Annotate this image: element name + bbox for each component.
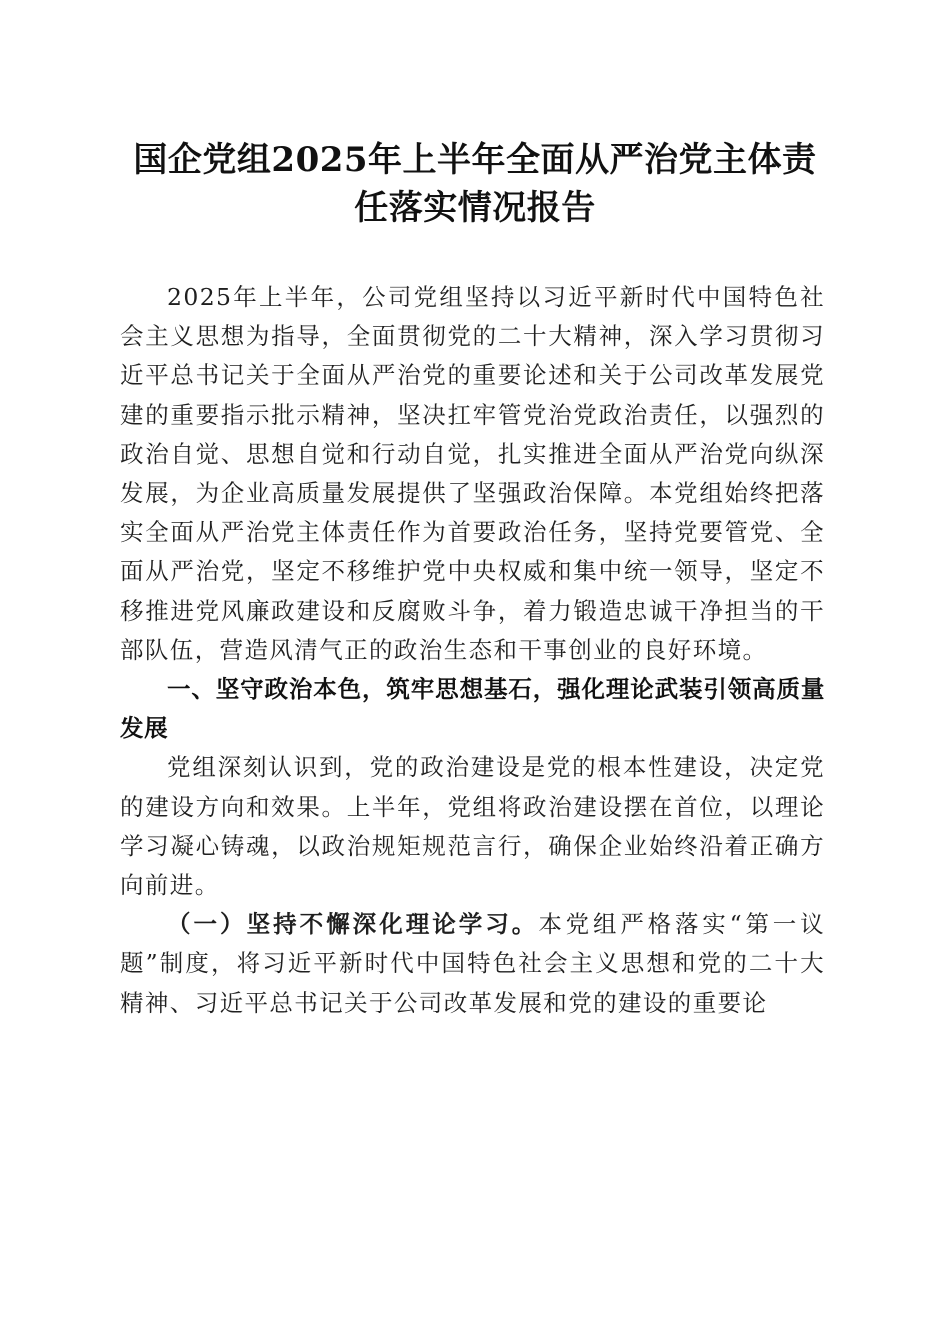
title-line-2: 任落实情况报告 [354,188,596,228]
document-body [120,278,825,1023]
document-title [80,136,870,232]
title-line-1: 国企党组2025年上半年全面从严治党主体责 [133,140,817,180]
intro-paragraph: 2025年上半年，公司党组坚持以习近平新时代中国特色社会主义思想为指导，全面贯彻党的二十大精神，深入学习贯彻习近平总书记关于全面从严治党的重要论述和关于公司改革发展党建的重要指示批示精神，坚决扛牢管党治党政治责任，以强烈的政治自觉、思想自觉和行动自觉，扎实推进全面从严治党向纵深发展，为企业高质量发展提供了坚强政治保障。本党组始终把落实全面从严治党主体责任作为首要政治任务，坚持党要管党、全面从严治党，坚定不移维护党中央权威和集中统一领导，坚定不移推进党风廉政建设和反腐败斗争，着力锻造忠诚干净担当的干部队伍，营造风清气正的政治生态和干事创业的良好环境。 [120,283,825,664]
subsection-1-text: 本党组严格落实“第一议题”制度，将习近平新时代中国特色社会主义思想和党的二十大精神、习近平总书记关于公司改革发展和党的建设的重要论 [120,910,825,1017]
section-1-heading: 一、坚守政治本色，筑牢思想基石，强化理论武装引领高质量发展 [120,675,825,743]
subsection-1-paragraph [120,905,825,1023]
subsection-1-lead: （一）坚持不懈深化理论学习。 [167,910,539,939]
section-1-paragraph: 党组深刻认识到，党的政治建设是党的根本性建设，决定党的建设方向和效果。上半年，党组将政治建设摆在首位，以理论学习凝心铸魂，以政治规矩规范言行，确保企业始终沿着正确方向前进。 [120,753,825,900]
